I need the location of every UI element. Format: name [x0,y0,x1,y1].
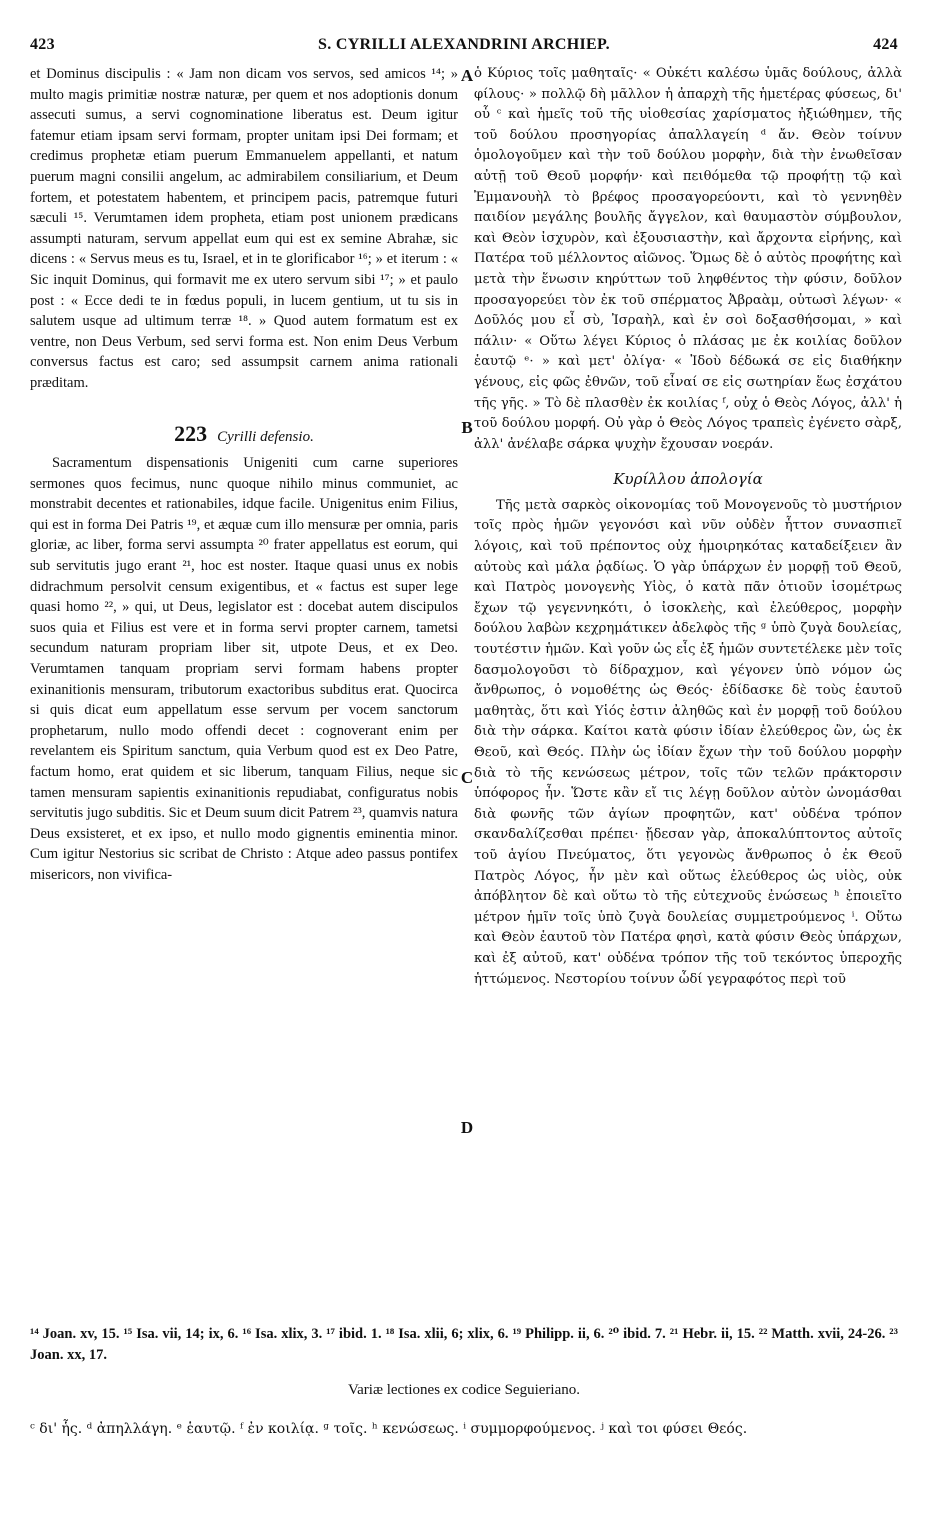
greek-paragraph-1: ὁ Κύριος τοῖς μαθηταῖς· « Οὐκέτι καλέσω ὑμᾶς δούλους, ἀλλὰ φίλους· » πολλῷ δὴ μᾶλλον ἡ ἀπαρχὴ τῆς ἡμετέρας φύσεως, δι' οὗ ᶜ καὶ ἡμεῖς τοῦ τῆς υἱοθεσίας χαρίσματος ἠξιώθημεν, τῆς τοῦ δούλου προσηγορίας ἀπαλλαγείη ᵈ ἄν. Θεὸν τοίνυν ὁμολογοῦμεν καὶ τὴν τοῦ δούλου μορφὴν, διὰ τὴν ἐνωθεῖσαν αὐτῇ τοῦ Θεοῦ μορφήν· καὶ πειθόμεθα τῷ προφήτῃ τῷ καὶ Ἐμμανουὴλ τὸ βρέφος προσαγορεύοντι, καὶ τὸ γεννηθὲν παιδίον μεγάλης βουλῆς ἄγγελον, καὶ θαυμαστὸν σύμβουλον, καὶ Θεὸν ἰσχυρὸν, καὶ ἐξουσιαστὴν, καὶ ἄρχοντα εἰρήνης, καὶ Πατέρα τοῦ μέλλοντος αἰῶνος. Ὅμως δὲ ὁ αὐτὸς προφήτης καὶ μετὰ τὴν ἕνωσιν κηρύττων τοῦ ληφθέντος τὴν φύσιν, δοῦλον προσαγορεύει τὸν ἐκ τοῦ σπέρματος Ἀβραὰμ, οὑτωσὶ λέγων· « Δοῦλός μου εἶ σὺ, Ἰσραὴλ, καὶ ἐν σοὶ δοξασθήσομαι, » καὶ πάλιν· « Οὕτω λέγει Κύριος ὁ πλάσας με ἐκ κοιλίας δοῦλον ἑαυτῷ ᵉ· » καὶ μετ' ὀλίγα· « Ἰδοὺ δέδωκά σε εἰς διαθήκην γένους, εἰς φῶς ἐθνῶν, τοῦ εἶναί σε εἰς σωτηρίαν ἕως ἐσχάτου τῆς γῆς. » Τὸ δὲ πλασθὲν ἐκ κοιλίας ᶠ, οὐχ ὁ Θεὸς Λόγος, ἀλλ' ἡ τοῦ δούλου μορφή. Οὐ γὰρ ὁ Θεὸς Λόγος τραπεὶς ἐγένετο σὰρξ, ἀλλ' ἀνέλαβε σάρκα ψυχὴν ἔχουσαν νοεράν. [474,66,902,452]
variae-lectiones-heading: Variæ lectiones ex codice Seguieriano. [347,1382,580,1398]
latin-paragraph-1: et Dominus discipulis : « Jam non dicam vos servos, sed amicos ¹⁴; » multo magis primitiæ nostræ naturæ, per quem et nos adoptionis donum assecuti sumus, a servi cognominatione liberatus est. Deum igitur fatemur etiam ipsam servi formam, propter unitam ipsi Dei formam; et credimus prophetæ etiam puerum Emmanuelem appellanti, et natum puerum magni consilii angelum, ac admirabilem consiliarium, et Deum fortem, et potestatem habentem, et principem pacis, patremque futuri sæculi ¹⁵. Verumtamen idem propheta, etiam post unionem prædicans assumpti naturam, servum appellat eum qui est ex semine Abrahæ, sic dicens : « Servus meus es tu, Israel, et in te glorificabor ¹⁶; » et iterum : « Sic inquit Dominus, qui formavit me ex utero servum sibi ¹⁷; » et paulo post : « Ecce dedi te in fœdus populi, in lucem gentium, ut tu sis in salutem usque ad ultimum terræ ¹⁸. » Quod autem formatum est ex ventre, non Deus Verbum, sed servi forma est. Non enim Deus Verbum conversus factus est caro; sed assumpsit carnem anima rationali præditam. [30,66,458,391]
column-marker-c: C [460,768,474,787]
greek-column [474,64,902,990]
right-page-number: 424 [873,36,898,53]
latin-section-title: Cyrilli defensio. [217,428,314,445]
running-title: S. CYRILLI ALEXANDRINI ARCHIEP. [318,36,610,53]
column-marker-b: B [461,418,473,437]
column-marker-d: D [460,1118,474,1137]
latin-column [30,64,458,886]
greek-paragraph-2: Τῆς μετὰ σαρκὸς οἰκονομίας τοῦ Μονογενοῦς τὸ μυστήριον τοῖς πρὸς ἡμῶν γεγονόσι καὶ νῦν οὐδὲν ἧττον συνασπιεῖ λόγοις, καὶ τοῦ πρέποντος οὐχ ἡμοιρηκότας καταδείξειεν ἂν αὐτοὺς καὶ μάλα ῥᾳδίως. Ὁ γὰρ ὑπάρχων ἐν μορφῇ τοῦ Θεοῦ, καὶ Πατρὸς μονογενὴς Υἱὸς, ὁ κατὰ πᾶν ὁτιοῦν ἰσομέτρως ἔχων τῷ γεγεννηκότι, ὁ ἰσοκλεὴς, καὶ ἐλεύθερος, μορφὴν δούλου λαβὼν κεχρημάτικεν ἀδελφὸς τῆς ᵍ ὑπὸ ζυγὰ δουλείας, τουτέστιν ἡμῶν. Καὶ γοῦν ὡς εἷς ἐξ ἡμῶν συντετέλεκε μὲν τοῖς δασμολογοῦσι τὸ δίδραχμον, καὶ γέγονεν ὑπὸ νόμον ὡς ἄνθρωπος, ὁ νομοθέτης ὡς Θεός· ἐδίδασκε δὲ τοὺς ἑαυτοῦ μαθητὰς, ὅτι καὶ Υἱός ἐστιν ἀληθῶς καὶ ἐν μορφῇ τοῦ δούλου διὰ τὴν σάρκα. Καίτοι κατὰ φύσιν ἰδίαν ἐλεύθερος ὢν, ὡς ἐκ Θεοῦ, καὶ Θεός. Πλὴν ὡς ἰδίαν ἔχων τὴν τοῦ δούλου μορφὴν διὰ τὸ τῆς κενώσεως μέτρον, τοῖς τῶν τελῶν πράκτορσιν ὑπόφορος ἦν. Ὥστε κἂν εἴ τις λέγῃ δοῦλον αὐτὸν ὠνομάσθαι διὰ φωνῆς τῶν ἁγίων προφητῶν, κατ' οὐδένα τρόπον σκανδαλίζεσθαι πρέπει· ᾔδεσαν γὰρ, ἀποκαλύπτοντος αὐτοῖς τοῦ ἁγίου Πνεύματος, ὅτι γεγονὼς ἄνθρωπος ὁ ἐκ Θεοῦ Πατρὸς Λόγος, ἦν μὲν καὶ οὕτως ἐλεύθερος ὡς υἱὸς, οὐκ ἀπόβλητον δὲ καὶ οὕτω τὸ τῆς εὐτεχνοῦς ἐνώσεως ʰ ἐποιεῖτο μέτρον ἡμῖν τοῖς ὑπὸ ζυγὰ δουλείας συμμετρούμενος ⁱ. Οὕτω καὶ Θεὸν ἑαυτοῦ τὸν Πατέρα φησὶ, κατὰ φύσιν Θεὸς ὑπάρχων, καὶ ἐξ αὐτοῦ, κατ' οὐδένα τρόπον τῆς τοῦ τεκόντος ὑπεροχῆς ἡττώμενος. Νεστορίου τοίνυν ὧδί γεγραφότος περὶ τοῦ [474,497,902,987]
latin-paragraph-2: Sacramentum dispensationis Unigeniti cum carne superiores sermones quos fecimus, nunc quoque nihilo minus communiet, ac monstrabit decentes et rationabiles, idque facile. Unigenitus enim Filius, qui est in forma Dei Patris ¹⁹, et æquæ cum illo mensuræ per omnia, paris gloriæ, ac liber, forma servi assumpta ²⁰ frater appellatus est eorum, qui sub servitutis jugo erant ²¹, hoc est noster. Itaque quasi unus ex nobis didrachmum persolvit censum exigentibus, et « factus est super lege quasi homo ²², » qui, ut Deus, legislator est : docebat autem discipulos suos quia et Filius est vere et in forma servi propter carnem, tametsi secundum naturam propriam liber sit, utpote Deus, et ex Deo. Verumtamen tanquam propriam servi formam habens propter exinanitionis mensuram, tributorum exactoribus subditus erat. Quocirca si quis dicat eum appellatum esse servum per vocem sanctorum prophetarum, nullo modo offendi decet : cognoverant enim per revelantem eis Spiritum sanctum, quia Verbum quod est ex Deo Patre, factum homo, erat quidem et sic liberum, tanquam Filius, neque sic tamen mensuram sapientis exinanitionis repudiabat, configuratus nobis servitutis jugo subditis. Sic et Deum suum dicit Patrem ²³, quamvis natura Deus exsisteret, et ex ipso, et nullo modo gignentis eminentia minor. Cum igitur Nestorius sic scribat de Christo : Atque adeo passus pontifex misericors, non vivifica- [30,455,458,883]
variae-lectiones [30,1420,898,1439]
variae-lectiones-text: ᶜ δι' ἧς. ᵈ ἀπηλλάγη. ᵉ ἑαυτῷ. ᶠ ἐν κοιλίᾳ. ᵍ τοῖς. ʰ κενώσεως. ⁱ συμμορφούμενος. ʲ καὶ τοι φύσει Θεός. [30,1421,748,1437]
footnotes: ¹⁴ Joan. xv, 15. ¹⁵ Isa. vii, 14; ix, 6. ¹⁶ Isa. xlix, 3. ¹⁷ ibid. 1. ¹⁸ Isa. xlii, 6; xlix, 6. ¹⁹ Philipp. ii, 6. ²⁰ ibid. 7. ²¹ Hebr. ii, 15. ²² Matth. xvii, 24-26. ²³ Joan. xx, 17. [30,1326,898,1363]
greek-section-title: Κυρίλλου ἀπολογία [613,470,763,489]
left-page-number: 423 [30,36,55,53]
column-marker-a: A [460,66,474,85]
greek-section-heading [474,469,902,490]
section-number: 223 [174,420,208,446]
page-header [30,34,898,56]
latin-section-heading [30,420,458,448]
